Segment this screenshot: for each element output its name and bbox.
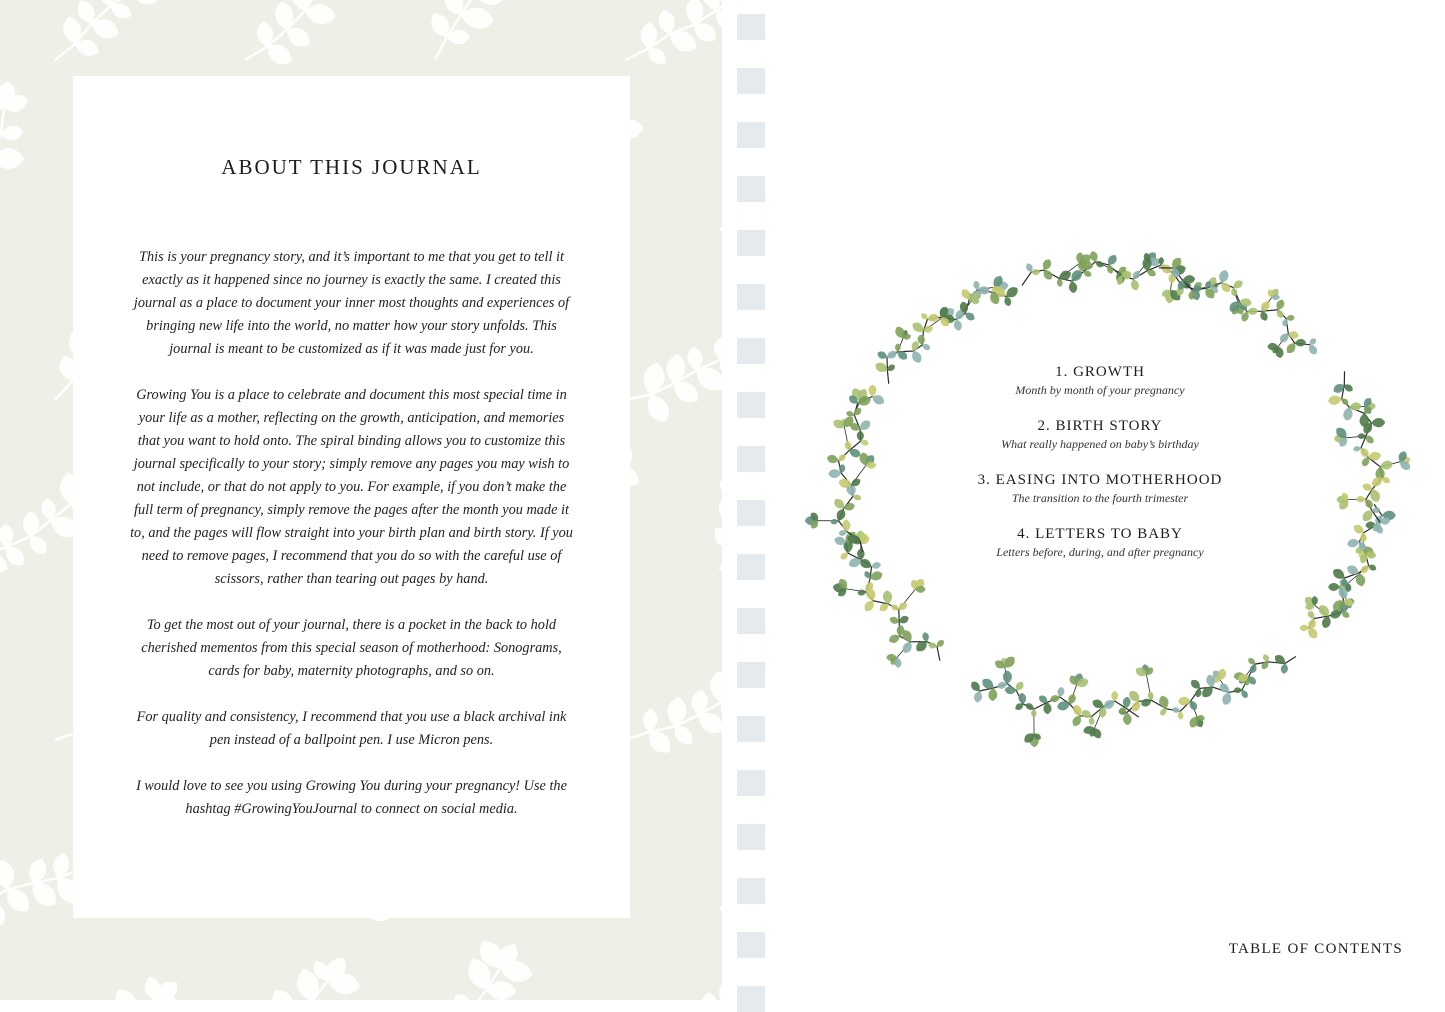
about-body	[128, 246, 575, 844]
toc-item-birth-story[interactable]	[955, 416, 1245, 453]
toc-item-subtitle: Month by month of your pregnancy	[955, 382, 1245, 399]
about-card	[73, 76, 630, 918]
wreath-leaf	[832, 497, 847, 512]
wreath-leaf	[868, 385, 876, 397]
pattern-leaf	[51, 851, 72, 879]
wreath-leaf	[1089, 717, 1095, 726]
pattern-leaf	[25, 532, 51, 558]
binding-hole	[737, 608, 765, 634]
wreath-leaf	[1294, 338, 1306, 347]
pattern-leaf	[128, 0, 161, 9]
pattern-leaf	[640, 360, 667, 397]
toc-item-easing-into-motherhood[interactable]	[955, 470, 1245, 507]
pattern-leaf	[709, 522, 722, 552]
wreath-leaf	[1003, 670, 1012, 684]
pattern-leaf	[266, 984, 300, 1000]
binding-hole	[737, 14, 765, 40]
toc-item-subtitle: Letters before, during, and after pregnancy	[955, 544, 1245, 561]
pattern-stem	[0, 109, 4, 230]
wreath-leaf	[1130, 278, 1140, 291]
wreath-leaf	[1233, 687, 1242, 693]
binding-hole	[737, 68, 765, 94]
binding-hole	[737, 392, 765, 418]
about-paragraph-2: Growing You is a place to celebrate and document this most special time in your life as a mother, reflecting on the growth, anticipation, and memories that you want to hold onto. The spiral binding allows you to customize this journal specifically to your story; simply remove any pages you may wish to not include, or that do not apply to you. For example, if you don’t make the full term of pregnancy, simply remove the pages after the month you made it to, and the pages will flow straight into your birth plan and birth story. If you need to remove pages, I recommend that you do so with the careful use of scissors, rather than tearing out pages by hand.	[128, 384, 575, 591]
wreath-leaf	[1328, 583, 1340, 591]
pattern-leaf	[316, 0, 344, 3]
wreath-leaf	[1367, 451, 1381, 462]
pattern-leaf	[0, 172, 2, 188]
binding-hole	[737, 284, 765, 310]
wreath-leaf	[843, 502, 856, 512]
wreath-leaf	[1106, 264, 1115, 275]
toc-item-title: 1. GROWTH	[955, 362, 1245, 382]
binding-hole	[737, 662, 765, 688]
wreath-leaf	[973, 690, 983, 703]
binding-hole	[737, 122, 765, 148]
binding-hole	[737, 554, 765, 580]
pattern-leaf	[273, 0, 296, 31]
wreath-leaf	[1194, 688, 1202, 698]
binding-hole	[737, 986, 765, 1012]
wreath-leaf	[1327, 394, 1342, 406]
wreath-leaf	[857, 431, 865, 442]
about-paragraph-5: I would love to see you using Growing You during your pregnancy! Use the hashtag #GrowingYouJournal to connect on social media.	[128, 775, 575, 821]
wreath-leaf	[1178, 697, 1191, 706]
wreath-leaf	[1004, 686, 1016, 694]
wreath-leaf	[1280, 663, 1288, 674]
binding-hole	[737, 770, 765, 796]
toc-item-title: 4. LETTERS TO BABY	[955, 524, 1245, 544]
pattern-leaf	[665, 353, 687, 385]
wreath-leaf	[1288, 330, 1300, 339]
wreath-leaf	[1219, 280, 1233, 294]
wreath-leaf	[895, 343, 901, 352]
pattern-leaf	[713, 336, 722, 361]
wreath-leaf	[826, 454, 840, 465]
pattern-leaf	[474, 0, 508, 7]
binding-hole	[737, 176, 765, 202]
wreath-leaf	[1089, 250, 1100, 263]
pattern-leaf	[0, 148, 24, 169]
pattern-leaf	[712, 494, 722, 532]
pattern-leaf	[709, 671, 722, 703]
binding-hole	[737, 500, 765, 526]
wreath-leaf	[1189, 678, 1203, 691]
binding-hole	[737, 824, 765, 850]
wreath-leaf	[1158, 694, 1171, 710]
wreath-leaf	[1359, 563, 1371, 575]
wreath-leaf	[1356, 496, 1366, 503]
wreath-leaf	[1158, 257, 1164, 265]
pattern-leaf	[699, 992, 721, 1000]
wreath-leaf	[1221, 691, 1233, 706]
pattern-leaf	[109, 984, 144, 1000]
binding-hole	[737, 878, 765, 904]
about-paragraph-1: This is your pregnancy story, and it’s important to me that you get to tell it exactly as it happened since no journey is exactly the same. I created this journal as a place to document your inner most thoughts and experiences of bringing new life into the world, no matter how your story unfolds. This journal is meant to be customized as if it was made just for you.	[128, 246, 575, 361]
table-of-contents	[955, 362, 1245, 578]
binding-hole	[737, 932, 765, 958]
wreath-leaf	[1299, 625, 1309, 632]
binding-hole	[737, 230, 765, 256]
toc-item-subtitle: What really happened on baby’s birthday	[955, 436, 1245, 453]
page-label: TABLE OF CONTENTS	[1229, 941, 1403, 958]
about-paragraph-4: For quality and consistency, I recommend that you use a black archival ink pen instead of a ballpoint pen. I use Micron pens.	[128, 706, 575, 752]
wreath-leaf	[871, 561, 882, 570]
pattern-leaf	[0, 125, 24, 142]
binding-hole	[737, 716, 765, 742]
wreath-leaf	[1217, 269, 1230, 285]
pattern-leaf	[0, 858, 17, 891]
toc-item-title: 2. BIRTH STORY	[955, 416, 1245, 436]
wreath-leaf	[1371, 418, 1385, 428]
binding-hole	[737, 446, 765, 472]
wreath-leaf	[1031, 709, 1037, 717]
pattern-leaf	[450, 990, 476, 1000]
wreath-leaf	[1031, 269, 1040, 275]
toc-item-growth[interactable]	[955, 362, 1245, 399]
pattern-leaf	[22, 511, 40, 537]
wreath-leaf	[1018, 692, 1027, 704]
pattern-leaf	[670, 721, 697, 748]
pattern-stem	[720, 819, 722, 910]
pattern-stem	[720, 132, 722, 230]
toc-item-title: 3. EASING INTO MOTHERHOOD	[955, 470, 1245, 490]
toc-item-letters-to-baby[interactable]	[955, 524, 1245, 561]
spiral-binding	[737, 0, 765, 1000]
wreath-leaf	[1360, 533, 1367, 543]
about-title: ABOUT THIS JOURNAL	[73, 155, 630, 180]
wreath-leaf	[922, 632, 930, 643]
wreath-leaf	[1353, 445, 1362, 452]
pattern-stem	[435, 968, 500, 1000]
binding-hole	[737, 338, 765, 364]
pattern-leaf	[716, 976, 722, 1000]
wreath-leaf	[988, 688, 998, 702]
about-paragraph-3: To get the most out of your journal, there is a pocket in the back to hold cherished mementos from this special season of motherhood: Sonograms, cards for baby, maternity photographs, and so on.	[128, 614, 575, 683]
wreath-leaf	[845, 410, 855, 418]
pattern-leaf	[718, 864, 722, 895]
wreath-leaf	[842, 519, 851, 532]
wreath-leaf	[1200, 684, 1216, 700]
wreath-leaf	[1068, 280, 1078, 293]
wreath-leaf	[1247, 307, 1258, 315]
wreath-leaf	[857, 589, 867, 596]
wreath-leaf	[1218, 681, 1232, 695]
wreath-leaf	[882, 590, 893, 605]
wreath-leaf	[1111, 691, 1118, 701]
wreath-leaf	[1346, 538, 1360, 549]
wreath-leaf	[1041, 258, 1053, 272]
toc-item-subtitle: The transition to the fourth trimester	[955, 490, 1245, 507]
pattern-leaf	[642, 708, 658, 732]
left-page	[0, 0, 722, 1000]
